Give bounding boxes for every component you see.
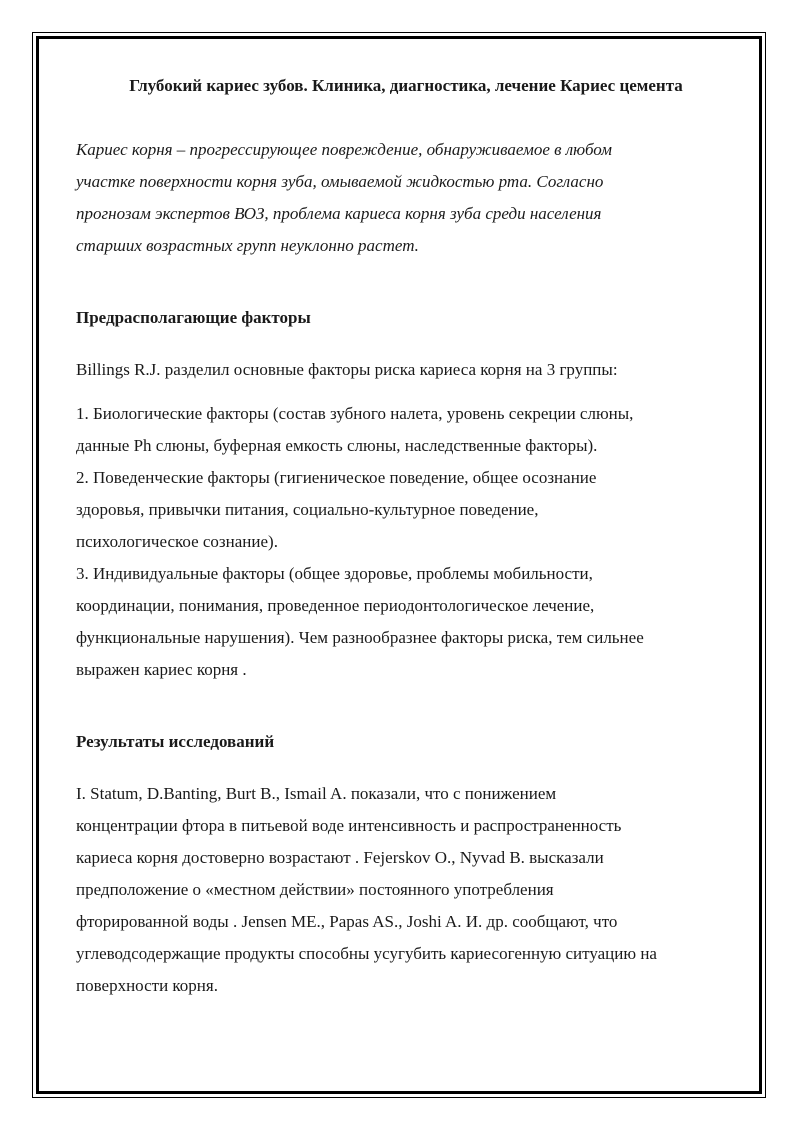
- factors-line: данные Ph слюны, буферная емкость слюны, наследственные факторы).: [76, 436, 598, 455]
- results-line: поверхности корня.: [76, 976, 218, 995]
- factors-line: 1. Биологические факторы (состав зубного налета, уровень секреции слюны,: [76, 404, 634, 423]
- intro-paragraph: [76, 134, 736, 262]
- factors-line: здоровья, привычки питания, социально-культурное поведение,: [76, 500, 539, 519]
- document-title: Глубокий кариес зубов. Клиника, диагностика, лечение Кариес цемента: [129, 76, 683, 95]
- document-body: [76, 70, 736, 1002]
- results-line: концентрации фтора в питьевой воде интенсивность и распространенность: [76, 816, 622, 835]
- intro-line: старших возрастных групп неуклонно растет.: [76, 236, 419, 255]
- factors-line: 3. Индивидуальные факторы (общее здоровье, проблемы мобильности,: [76, 564, 593, 583]
- factors-line: 2. Поведенческие факторы (гигиеническое поведение, общее осознание: [76, 468, 597, 487]
- results-line: I. Statum, D.Banting, Burt B., Ismail A. показали, что с понижением: [76, 784, 557, 803]
- intro-line: прогнозам экспертов ВОЗ, проблема кариеса корня зуба среди населения: [76, 204, 602, 223]
- results-line: кариеса корня достоверно возрастают . Fejerskov O., Nyvad B. высказали: [76, 848, 604, 867]
- factors-line: координации, понимания, проведенное периодонтологическое лечение,: [76, 596, 595, 615]
- factors-paragraph: [76, 398, 736, 686]
- factors-line: функциональные нарушения). Чем разнообразнее факторы риска, тем сильнее: [76, 628, 644, 647]
- results-line: предположение о «местном действии» постоянного употребления: [76, 880, 554, 899]
- factors-line: психологическое сознание).: [76, 532, 278, 551]
- results-line: углеводсодержащие продукты способны усугубить кариесогенную ситуацию на: [76, 944, 657, 963]
- factors-line: выражен кариес корня .: [76, 660, 247, 679]
- intro-line: Кариес корня – прогрессирующее повреждение, обнаруживаемое в любом: [76, 140, 612, 159]
- heading-predisposing-factors: Предрасполагающие факторы: [76, 308, 311, 327]
- results-paragraph: [76, 778, 736, 1002]
- intro-line: участке поверхности корня зуба, омываемой жидкостью рта. Согласно: [76, 172, 604, 191]
- results-line: фторированной воды . Jensen ME., Papas AS., Joshi A. И. др. сообщают, что: [76, 912, 618, 931]
- heading-research-results: Результаты исследований: [76, 732, 275, 751]
- billings-paragraph: [76, 354, 736, 386]
- billings-line: Billings R.J. разделил основные факторы риска кариеса корня на 3 группы:: [76, 360, 618, 379]
